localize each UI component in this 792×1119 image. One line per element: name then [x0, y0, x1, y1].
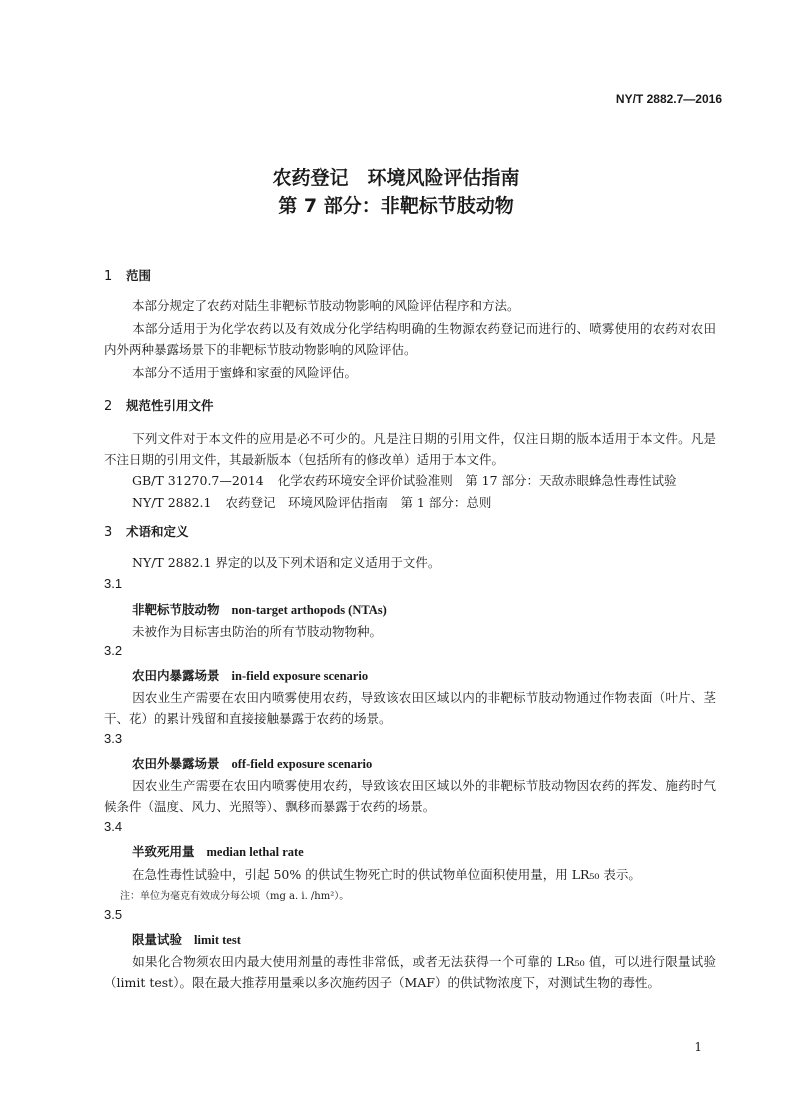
- section-number: 3: [104, 525, 113, 540]
- page-number: 1: [694, 1040, 702, 1054]
- term-en: median lethal rate: [206, 845, 304, 859]
- term-heading: [132, 600, 387, 618]
- paragraph-text: NY/T 2882.1 界定的以及下列术语和定义适用于文件。: [132, 555, 441, 570]
- term-number: 3.4: [104, 819, 123, 834]
- term-cn: 农田外暴露场景: [132, 756, 220, 771]
- term-number: 3.2: [104, 643, 123, 658]
- definition-text: 如果化合物须农田内最大使用剂量的毒性非常低，或者无法获得一个可靠的 LR₅₀ 值，可以进行限量试验（limit test）。限在最大推荐用量乘以多次施药因子（MAF）的供试物浓度下，对测试生物的毒性。: [104, 954, 716, 990]
- definition-text: 因农业生产需要在农田内喷雾使用农药，导致该农田区域以内的非靶标节肢动物通过作物表面（叶片、茎干、花）的累计残留和直接接触暴露于农药的场景。: [104, 690, 716, 726]
- term-en: off-field exposure scenario: [231, 757, 373, 771]
- term-cn: 非靶标节肢动物: [132, 602, 220, 617]
- term-en: non-target arthopods (NTAs): [231, 603, 387, 617]
- reference-code: GB/T 31270.7—2014: [132, 473, 264, 488]
- term-number: 3.3: [104, 731, 123, 746]
- term-definition: [104, 687, 716, 729]
- document-title-line2: 第 7 部分：非靶标节肢动物: [278, 195, 514, 217]
- section-3-heading: [104, 522, 189, 540]
- section-title: 术语和定义: [126, 524, 189, 539]
- definition-text: 因农业生产需要在农田内喷雾使用农药，导致该农田区域以外的非靶标节肢动物因农药的挥发、施药时气候条件（温度、风力、光照等）、飘移而暴露于农药的场景。: [104, 778, 716, 814]
- paragraph-text: 下列文件对于本文件的应用是必不可少的。凡是注日期的引用文件，仅注日期的版本适用于本文件。凡是不注日期的引用文件，其最新版本（包括所有的修改单）适用于本文件。: [104, 431, 716, 467]
- term-heading: [132, 666, 368, 684]
- term-cn: 半致死用量: [132, 844, 195, 859]
- paragraph: [104, 318, 716, 360]
- term-definition: [104, 951, 716, 993]
- term-en: in-field exposure scenario: [231, 669, 369, 683]
- note: 注：单位为毫克有效成分每公顷（mg a. i. /hm²）。: [120, 891, 350, 902]
- section-number: 2: [104, 399, 113, 414]
- paragraph-text: 本部分适用于为化学农药以及有效成分化学结构明确的生物源农药登记而进行的、喷雾使用的农药对农田内外两种暴露场景下的非靶标节肢动物影响的风险评估。: [104, 321, 716, 357]
- definition-text: 在急性毒性试验中，引起 50% 的供试生物死亡时的供试物单位面积使用量，用 LR₅₀ 表示。: [132, 867, 641, 882]
- term-number: 3.5: [104, 907, 123, 922]
- term-en: limit test: [194, 933, 241, 947]
- definition-text: 未被作为目标害虫防治的所有节肢动物物种。: [132, 624, 383, 639]
- section-number: 1: [104, 269, 113, 284]
- paragraph: [104, 552, 716, 573]
- document-title-line1: 农药登记 环境风险评估指南: [272, 167, 520, 189]
- term-cn: 农田内暴露场景: [132, 668, 220, 683]
- reference-item: [132, 471, 677, 489]
- reference-title: 化学农药环境安全评价试验准则 第 17 部分：天敌赤眼蜂急性毒性试验: [277, 473, 677, 488]
- reference-item: [132, 493, 491, 511]
- reference-code: NY/T 2882.1: [132, 495, 212, 510]
- standard-code: NY/T 2882.7—2016: [615, 92, 722, 106]
- term-heading: [132, 842, 304, 860]
- term-definition: [104, 864, 716, 885]
- term-definition: [104, 775, 716, 817]
- paragraph: [104, 295, 716, 316]
- term-definition: [104, 621, 716, 642]
- term-heading: [132, 754, 372, 772]
- term-heading: [132, 930, 241, 948]
- section-title: 规范性引用文件: [126, 398, 214, 413]
- paragraph: [104, 362, 716, 383]
- paragraph-text: 本部分不适用于蜜蜂和家蚕的风险评估。: [132, 365, 358, 380]
- term-number: 3.1: [104, 576, 123, 591]
- section-2-heading: [104, 396, 214, 414]
- paragraph: [104, 428, 716, 470]
- section-title: 范围: [126, 268, 152, 283]
- paragraph-text: 本部分规定了农药对陆生非靶标节肢动物影响的风险评估程序和方法。: [132, 298, 520, 313]
- reference-title: 农药登记 环境风险评估指南 第 1 部分：总则: [225, 495, 492, 510]
- term-cn: 限量试验: [132, 932, 183, 947]
- section-1-heading: [104, 266, 151, 284]
